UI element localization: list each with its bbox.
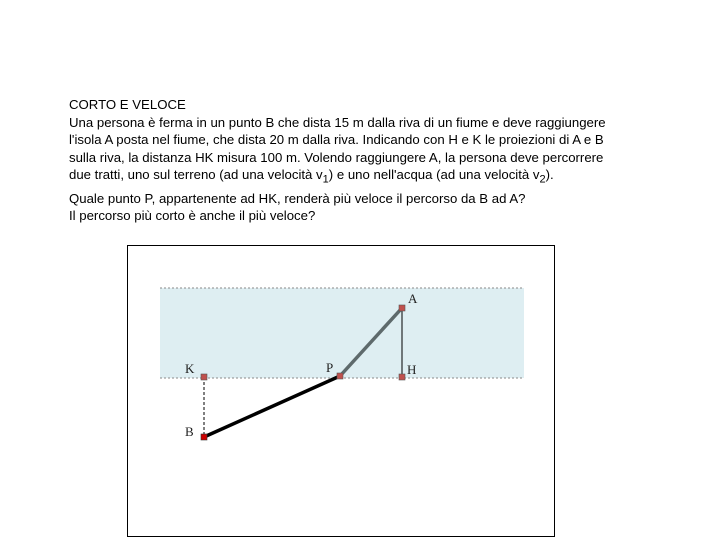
problem-title: CORTO E VELOCE (69, 97, 186, 112)
velocity-subscript-2: 2 (539, 174, 546, 187)
problem-line-4 (69, 166, 659, 189)
problem-line-3: sulla riva, la distanza HK misura 100 m. Volendo raggiungere A, la persona deve percorrere (69, 149, 604, 165)
question-2: Il percorso più corto è anche il più veloce? (69, 208, 316, 224)
land-path-BP (204, 376, 340, 437)
point-B (201, 434, 207, 440)
diagram-canvas (128, 246, 556, 538)
line4-part3: ). (545, 167, 554, 183)
question-1: Quale punto P, appartenente ad HK, renderà più veloce il percorso da B ad A? (69, 190, 526, 206)
diagram-frame (127, 245, 555, 537)
velocity-subscript-1: 1 (322, 174, 329, 187)
problem-line-1: Una persona è ferma in un punto B che dista 15 m dalla riva di un fiume e deve raggiungere (69, 114, 606, 130)
problem-line-2: l'isola A posta nel fiume, che dista 20 m dalla riva. Indicando con H e K le proiezioni di A e B (69, 132, 604, 148)
point-A (399, 305, 405, 311)
point-K (201, 374, 207, 380)
line4-part2: ) e uno nell'acqua (ad una velocità v (328, 167, 540, 183)
label-H: H (407, 362, 417, 377)
river-area (160, 288, 524, 378)
label-A: A (408, 291, 418, 306)
point-P (337, 373, 343, 379)
label-B: B (185, 424, 194, 439)
label-K: K (185, 361, 195, 376)
line4-part1: due tratti, uno sul terreno (ad una velocità v (69, 167, 323, 183)
point-H (399, 374, 405, 380)
label-P: P (326, 360, 334, 375)
problem-text (69, 96, 659, 225)
